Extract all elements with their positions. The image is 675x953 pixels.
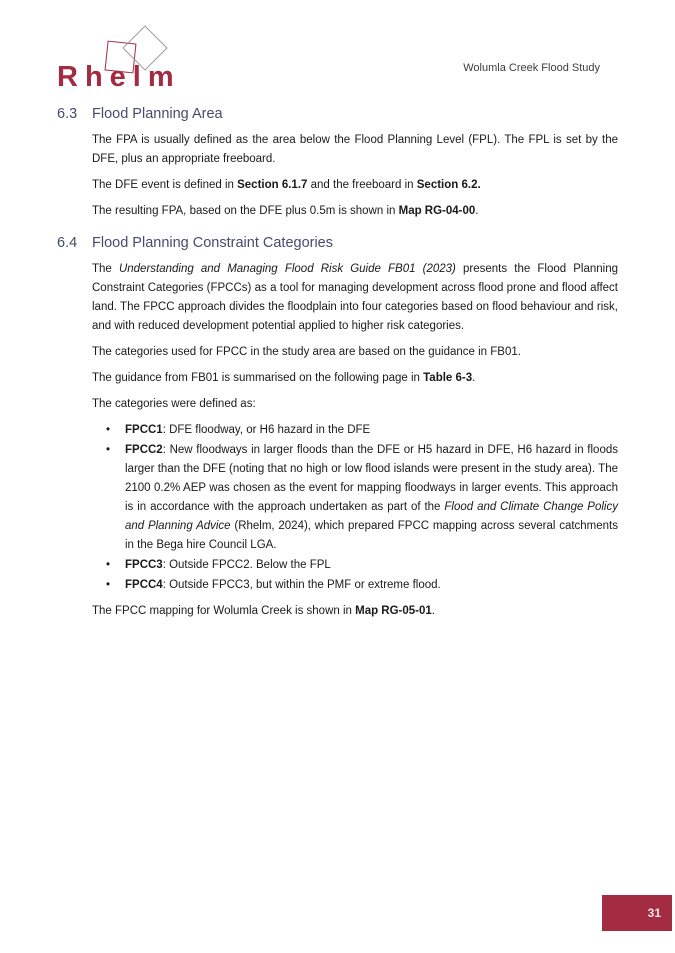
page-number-box [602,895,672,931]
list-item-fpcc1: • FPCC1: DFE floodway, or H6 hazard in the DFE [92,421,618,440]
section-heading-6-3 [57,106,618,123]
page-content [57,106,618,628]
logo-text: Rhelm [57,61,181,93]
paragraph: The FPA is usually defined as the area below the Flood Planning Level (FPL). The FPL is set by the DFE, plus an appropriate freeboard. [92,134,618,165]
section-title: Flood Planning Area [92,106,223,122]
document-title: Wolumla Creek Flood Study [463,62,600,74]
paragraph: The DFE event is defined in Section 6.1.7 and the freeboard in Section 6.2. [92,179,481,191]
section-number: 6.3 [57,106,78,122]
list-item-fpcc2: • FPCC2: New floodways in larger floods than the DFE or H5 hazard in DFE, H6 hazard in floods larger than the DFE (noting that no high or low flood islands were present in the study area). The 2100 0.2% AEP was chosen as the event for mapping floodways in larger events. This approach is in accordance with the approach undertaken as part of the Flood and Climate Change Policy and Planning Advice (Rhelm, 2024), which prepared FPCC mapping across several catchments in the Bega hire Council LGA. [92,441,618,555]
paragraph: The Understanding and Managing Flood Risk Guide FB01 (2023) presents the Flood Planning Constraint Categories (FPCCs) as a tool for managing development across flood prone and flood affect land. The FPCC approach divides the floodplain into four categories based on flood behaviour and risk, and with reduced development potential applied to higher risk categories. [92,263,619,332]
section-number: 6.4 [57,235,78,251]
section-heading-6-4 [57,235,618,252]
paragraph: The resulting FPA, based on the DFE plus 0.5m is shown in Map RG-04-00. [92,205,479,217]
section-title: Flood Planning Constraint Categories [92,235,333,251]
list-item-fpcc3: • FPCC3: Outside FPCC2. Below the FPL [92,556,618,575]
paragraph: The guidance from FB01 is summarised on the following page in Table 6-3. [92,372,476,384]
paragraph: The categories used for FPCC in the study area are based on the guidance in FB01. [92,346,521,358]
rhelm-logo [57,34,227,92]
page-number: 31 [647,906,661,920]
list-item-fpcc4: • FPCC4: Outside FPCC3, but within the PMF or extreme flood. [92,576,618,595]
paragraph: The categories were defined as: [92,398,256,410]
paragraph: The FPCC mapping for Wolumla Creek is shown in Map RG-05-01. [92,605,435,617]
fpcc-category-list [57,421,618,595]
